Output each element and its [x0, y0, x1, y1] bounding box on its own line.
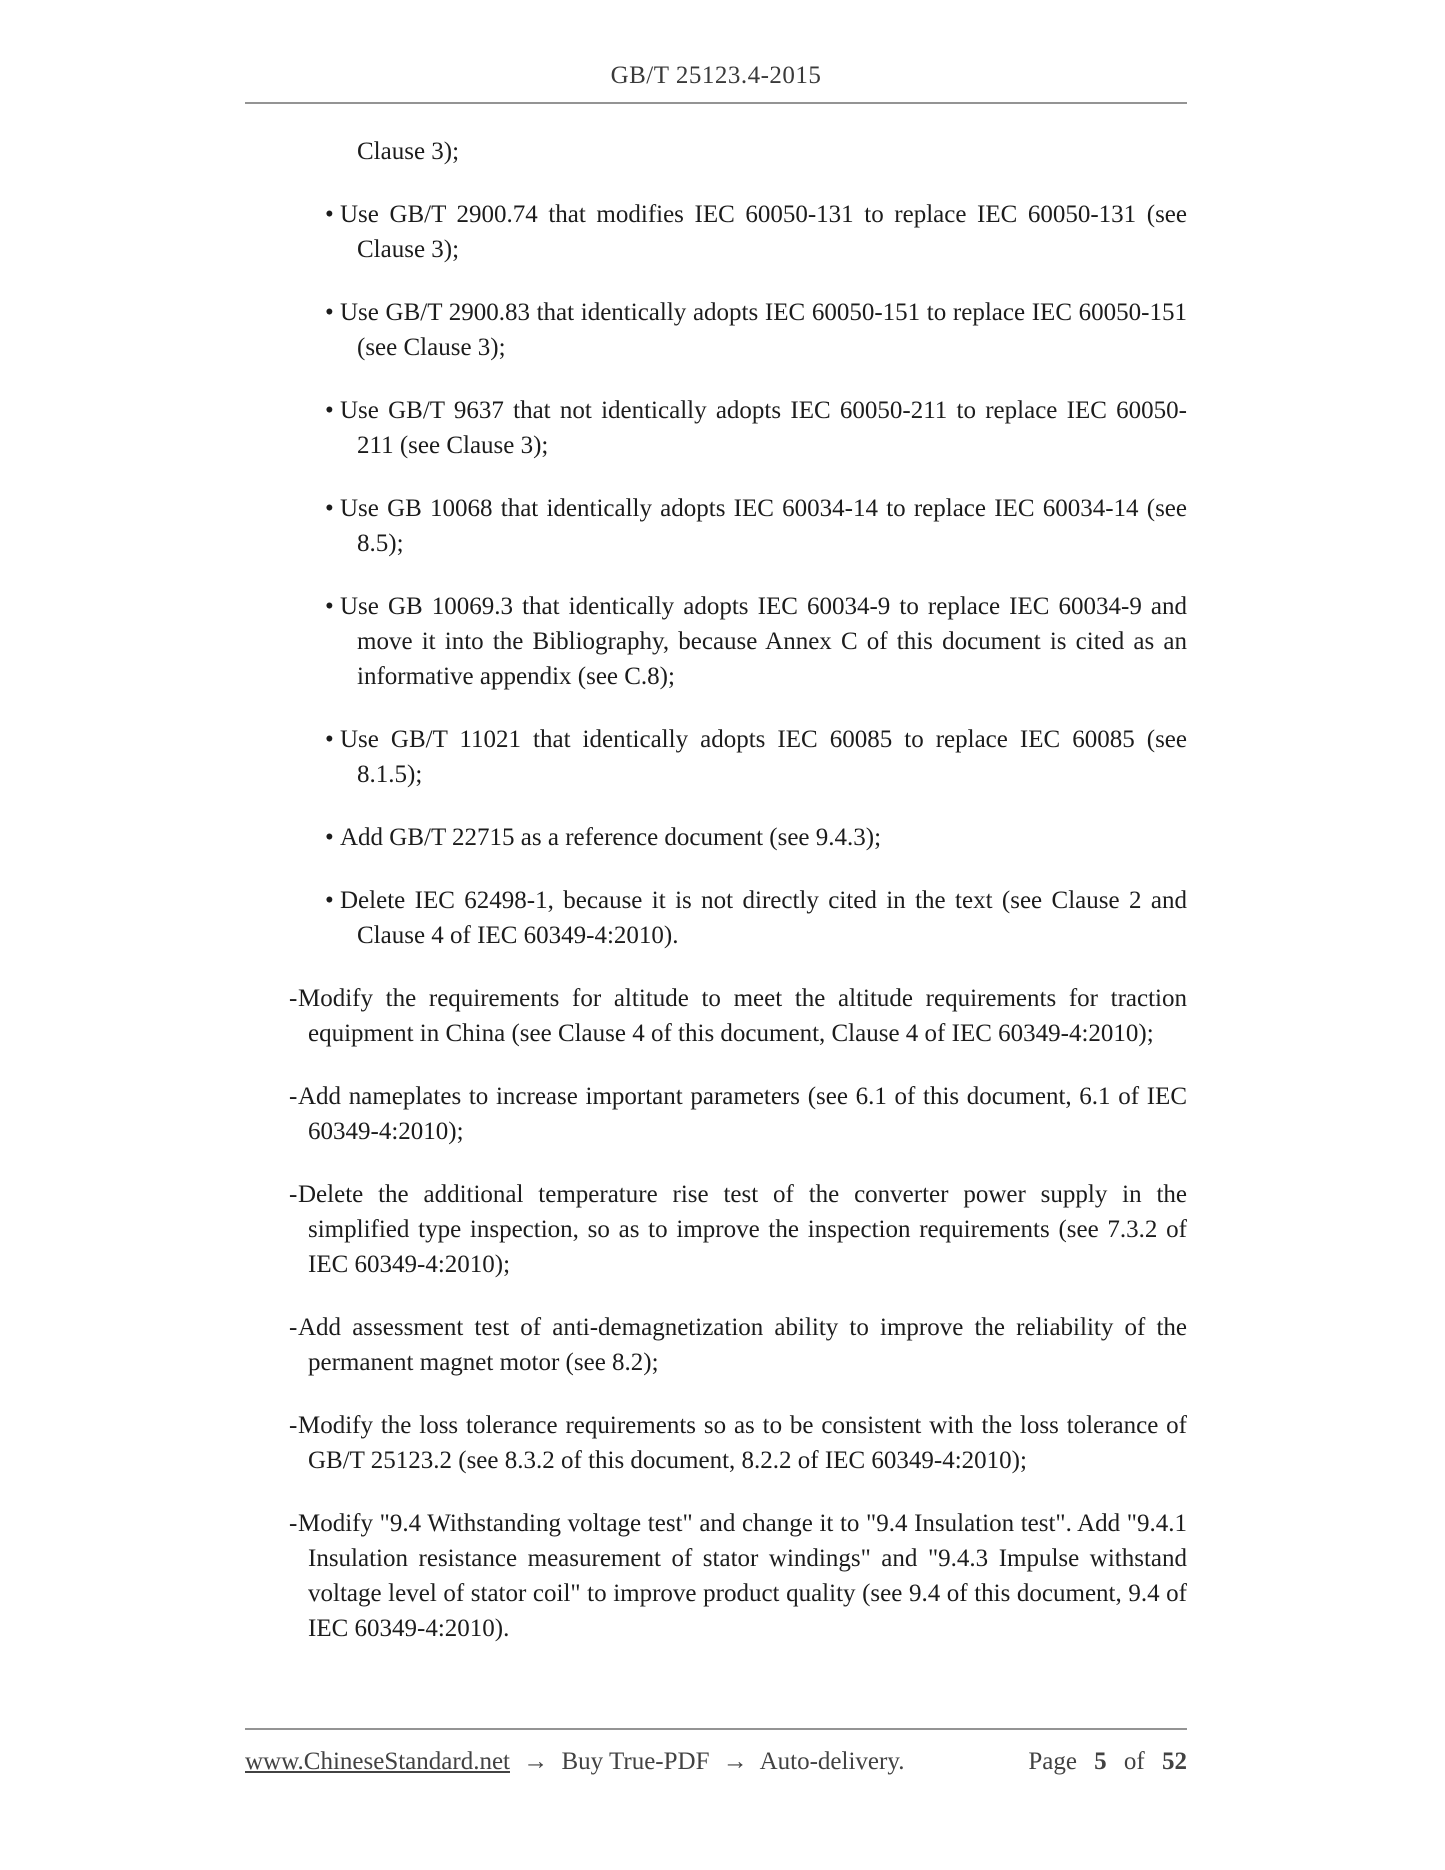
- bullet-marker: •: [325, 299, 334, 326]
- page-indicator: [1017, 1746, 1187, 1778]
- dash-marker: -: [289, 1083, 298, 1110]
- bullet-list-item: [245, 722, 1187, 792]
- dash-marker: -: [289, 1412, 298, 1439]
- bullet-list: [245, 197, 1187, 953]
- paragraph-text: Use GB 10069.3 that identically adopts IEC 60034-9 to replace IEC 60034-9 and move it into the Bibliography, because Annex C of this document is cited as an informative appendix (see C.8);: [340, 593, 1187, 690]
- dash-list: [245, 981, 1187, 1646]
- paragraph-text: Add nameplates to increase important parameters (see 6.1 of this document, 6.1 of IEC 60349-4:2010);: [298, 1083, 1187, 1145]
- page-column: [245, 0, 1187, 1674]
- website-link[interactable]: www.ChineseStandard.net: [245, 1748, 510, 1775]
- dash-list-item: [245, 1079, 1187, 1149]
- dash-list-item: [245, 981, 1187, 1051]
- page-content: [245, 104, 1187, 1646]
- bullet-list-item: [245, 393, 1187, 463]
- bullet-list-item: [245, 820, 1187, 855]
- document-number: GB/T 25123.4-2015: [610, 62, 822, 89]
- paragraph-text: Use GB 10068 that identically adopts IEC 60034-14 to replace IEC 60034-14 (see 8.5);: [340, 495, 1187, 557]
- total-page-number: 52: [1162, 1748, 1187, 1775]
- dash-marker: -: [289, 1181, 298, 1208]
- bullet-marker: •: [325, 593, 334, 620]
- paragraph-text: Modify the loss tolerance requirements so as to be consistent with the loss tolerance of GB/T 25123.2 (see 8.3.2 of this document, 8.2.2 of IEC 60349-4:2010);: [298, 1412, 1187, 1474]
- dash-list-item: [245, 1408, 1187, 1478]
- footer-row: [245, 1746, 1187, 1778]
- paragraph-text: Delete the additional temperature rise test of the converter power supply in the simplified type inspection, so as to improve the inspection requirements (see 7.3.2 of IEC 60349-4:2010);: [298, 1181, 1187, 1278]
- dash-list-item: [245, 1177, 1187, 1282]
- bullet-marker: •: [325, 726, 334, 753]
- bullet-marker: •: [325, 495, 334, 522]
- buy-pdf-label: Buy True-PDF: [561, 1748, 710, 1775]
- dash-list-item: [245, 1506, 1187, 1646]
- of-label: of: [1123, 1748, 1145, 1775]
- page-footer: [245, 1728, 1187, 1778]
- paragraph-text: Use GB/T 11021 that identically adopts IEC 60085 to replace IEC 60085 (see 8.1.5);: [340, 726, 1187, 788]
- paragraph-text: Use GB/T 2900.83 that identically adopts IEC 60050-151 to replace IEC 60050-151 (see Clause 3);: [340, 299, 1187, 361]
- dash-marker: -: [289, 985, 298, 1012]
- current-page-number: 5: [1094, 1748, 1107, 1775]
- bullet-marker: •: [325, 824, 334, 851]
- page-label: Page: [1028, 1748, 1077, 1775]
- paragraph-text: Add GB/T 22715 as a reference document (see 9.4.3);: [340, 824, 882, 851]
- continuation-line: Clause 3);: [357, 138, 460, 165]
- bullet-list-item: [245, 491, 1187, 561]
- paragraph-text: Delete IEC 62498-1, because it is not directly cited in the text (see Clause 2 and Clause 4 of IEC 60349-4:2010).: [340, 887, 1187, 949]
- right-arrow-icon: →: [523, 1748, 549, 1775]
- paragraph-text: Modify "9.4 Withstanding voltage test" and change it to "9.4 Insulation test". Add "9.4.1 Insulation resistance measurement of stator windings" and "9.4.3 Impulse withstand voltage level of stator coil" to improve product quality (see 9.4 of this document, 9.4 of IEC 60349-4:2010).: [298, 1510, 1187, 1642]
- bullet-marker: •: [325, 397, 334, 424]
- auto-delivery-label: Auto-delivery.: [759, 1748, 905, 1775]
- paragraph-text: Modify the requirements for altitude to meet the altitude requirements for traction equipment in China (see Clause 4 of this document, Clause 4 of IEC 60349-4:2010);: [298, 985, 1187, 1047]
- footer-links: [245, 1746, 911, 1778]
- paragraph-text: Use GB/T 9637 that not identically adopts IEC 60050-211 to replace IEC 60050-211 (see Clause 3);: [340, 397, 1187, 459]
- bullet-list-item: [245, 883, 1187, 953]
- dash-marker: -: [289, 1314, 298, 1341]
- bullet-list-item: [245, 589, 1187, 694]
- dash-marker: -: [289, 1510, 298, 1537]
- bullet-marker: •: [325, 201, 334, 228]
- right-arrow-icon: →: [722, 1748, 748, 1775]
- dash-list-item: [245, 1310, 1187, 1380]
- paragraph-text: Use GB/T 2900.74 that modifies IEC 60050-131 to replace IEC 60050-131 (see Clause 3);: [340, 201, 1187, 263]
- bullet-marker: •: [325, 887, 334, 914]
- paragraph-text: Add assessment test of anti-demagnetization ability to improve the reliability of the permanent magnet motor (see 8.2);: [298, 1314, 1187, 1376]
- bullet-list-item: [245, 197, 1187, 267]
- footer-divider: [245, 1728, 1187, 1730]
- bullet-list-item: [245, 295, 1187, 365]
